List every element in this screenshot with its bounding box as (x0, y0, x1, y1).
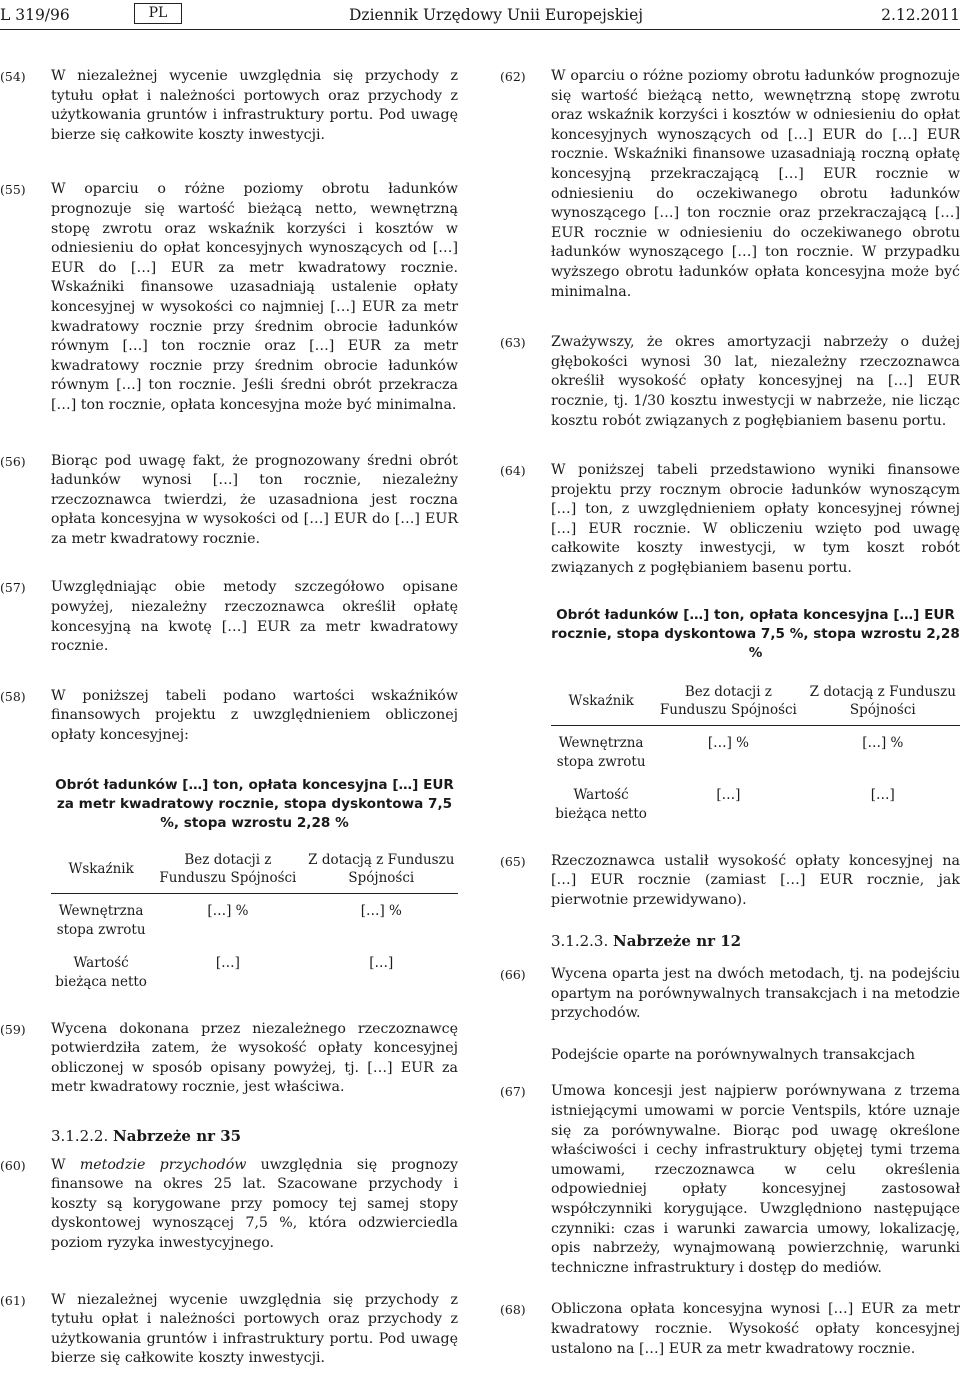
table-cell: […] % (862, 734, 904, 751)
column-header: Z dotacją z Funduszu Spójności (806, 677, 960, 726)
table-cell: Wewnętrzna stopa zwrotu (56, 902, 146, 938)
financial-indicators-table (551, 677, 960, 830)
paragraph-67 (500, 1082, 960, 1278)
paragraph-68 (500, 1300, 960, 1359)
paragraph-number: (63) (500, 335, 526, 351)
left-column (0, 64, 458, 1369)
paragraph-text: W niezależnej wycenie uwzględnia się przychody z tytułu opłat i należności portowych oraz przychody z użytkowania gruntów i infrastruktury portu. Pod uwagę bierze się całkowite koszty inwestycji. (51, 68, 458, 143)
paragraph-text: Wycena oparta jest na dwóch metodach, tj. na podejściu opartym na porównywalnych transakcjach i na metodzie przychodów. (551, 966, 960, 1022)
section-heading (551, 932, 960, 952)
table-header-row (551, 677, 960, 726)
table-cell: […] % (707, 734, 749, 751)
paragraph-text: Biorąc pod uwagę fakt, że prognozowany średni obrót ładunków wynosi […] ton rocznie, niezależny rzeczoznawca twierdzi, że uzasadniona jest roczna opłata koncesyjna w wysokości od […] EUR do […] EUR za metr kwadratowy rocznie. (51, 452, 458, 547)
table-cell: […] % (360, 902, 402, 919)
table-cell: […] (716, 786, 741, 803)
paragraph-text: W oparciu o różne poziomy obrotu ładunków prognozuje się wartość bieżącą netto, wewnętrzną stopę zwrotu oraz wskaźnik korzyści i kosztów w odniesieniu do opłat koncesyjnych wynoszących od […] EUR do […] EUR za metr kwadratowy rocznie. Wskaźniki finansowe uzasadniają ustalenie opłaty koncesyjnej w wysokości co najmniej […] EUR za metr kwadratowy rocznie przy średnim obrocie ładunków równym […] ton rocznie oraz […] EUR za metr kwadratowy rocznie przy średnim obrocie ładunków równym […] ton rocznie. Jeśli średni obrót przekracza […] ton rocznie, opłata koncesyjna może być minimalna. (51, 181, 458, 413)
section-number: 3.1.2.2. (51, 1127, 109, 1145)
paragraph-64 (500, 461, 960, 579)
paragraph-number: (58) (0, 688, 26, 704)
paragraph-number: (57) (0, 580, 26, 596)
paragraph-number: (61) (0, 1292, 26, 1308)
table-cell: […] (215, 954, 240, 971)
paragraph-56 (0, 452, 458, 550)
paragraph-text: W niezależnej wycenie uwzględnia się przychody z tytułu opłat i należności portowych oraz przychody z użytkowania gruntów i infrastruktury portu. Pod uwagę bierze się całkowite koszty inwestycji. (51, 1291, 458, 1367)
paragraph-number: (65) (500, 853, 526, 869)
paragraph-number: (55) (0, 182, 26, 198)
paragraph-63 (500, 333, 960, 431)
column-header: Z dotacją z Funduszu Spójności (305, 845, 458, 894)
table-cell: […] (870, 786, 895, 803)
table-cell: Wewnętrzna stopa zwrotu (556, 734, 646, 770)
table-cell: Wartość bieżąca netto (55, 954, 147, 990)
paragraph-66 (500, 965, 960, 1024)
column-header: Bez dotacji z Funduszu Spójności (651, 677, 805, 726)
paragraph-number: (56) (0, 453, 26, 469)
paragraph-number: (64) (500, 463, 526, 479)
paragraph-55 (0, 180, 458, 415)
paragraph-text: Umowa koncesji jest najpierw porównywana z trzema istniejącymi umowami w porcie Ventspils, które uznaje się za porównywalne. Biorąc pod uwagę określone właściwości i cechy infrastruktury objętej tymi trzema umowami, rzeczoznawca w celu określenia odpowiedniej opłaty koncesyjnej zastosował współczynniki korygujące. Uwzględniono następujące czynniki: czas i warunki zawarcia umowy, lokalizację, opis nabrzeży, wynajmowaną powierzchnię, warunki techniczne infrastruktury i dostęp do mediów. (551, 1083, 960, 1276)
paragraph-text: Obliczona opłata koncesyjna wynosi […] EUR za metr kwadratowy rocznie. Wysokość opłaty koncesyjnej ustalono na […] EUR za metr kwadratowy rocznie. (551, 1301, 960, 1357)
header-rule (0, 29, 960, 30)
paragraph-number: (67) (500, 1084, 526, 1100)
paragraph-number: (68) (500, 1302, 526, 1318)
column-header: Wskaźnik (51, 845, 151, 894)
paragraph-59 (0, 1020, 458, 1098)
paragraph-number: (62) (500, 69, 526, 84)
section-heading (51, 1127, 458, 1147)
paragraph-number: (66) (500, 967, 526, 983)
column-header: Bez dotacji z Funduszu Spójności (151, 845, 304, 894)
publication-date: 2.12.2011 (881, 6, 960, 24)
paragraph-number: (60) (0, 1157, 26, 1173)
table-caption: Obrót ładunków […] ton, opłata koncesyjna […] EUR za metr kwadratowy rocznie, stopa dyskontowa 7,5 %, stopa wzrostu 2,28 % (55, 776, 454, 831)
language-badge: PL (134, 3, 182, 24)
paragraph-61 (0, 1291, 458, 1369)
paragraph-number: (59) (0, 1021, 26, 1037)
page-number: L 319/96 (0, 6, 70, 24)
subheading: Podejście oparte na porównywalnych transakcjach (551, 1046, 916, 1063)
paragraph-text: W metodzie przychodów uwzględnia się prognozy finansowe na okres 25 lat. Szacowane przychody i koszty są korygowane przy pomocy tej samej stopy dyskontowej wynoszącej 7,5 %, która odzwierciedla poziom ryzyka inwestycyjnego. (51, 1156, 458, 1251)
paragraph-text: W poniższej tabeli podano wartości wskaźników finansowych projektu z uwzględnieniem obliczonej opłaty koncesyjnej: (51, 687, 458, 744)
column-header: Wskaźnik (551, 677, 651, 726)
paragraph-54 (0, 67, 458, 145)
table-cell: Wartość bieżąca netto (555, 786, 647, 822)
paragraph-text: W poniższej tabeli przedstawiono wyniki finansowe projektu przy rocznym obrocie ładunków wynoszącym […] ton, z uwzględnieniem opłaty koncesyjnej równej […] EUR rocznie. W obliczeniu wzięto pod uwagę całkowite koszty inwestycji, w tym koszt robót związanych z pogłębianiem basenu portu. (551, 462, 960, 577)
table-row (51, 893, 458, 946)
table-row (551, 725, 960, 778)
paragraph-58 (0, 687, 458, 746)
paragraph-text: W oparciu o różne poziomy obrotu ładunków prognozuje się wartość bieżącą netto, wewnętrzną stopę zwrotu oraz wskaźnik korzyści i kosztów w odniesieniu do opłat koncesyjnych wynoszących od […] EUR do […] EUR rocznie. Wskaźniki finansowe uzasadniają roczną opłatę koncesyjną przekraczającą […] EUR rocznie w odniesieniu do oczekiwanego obrotu ładunków wynoszącego […] ton rocznie oraz przekraczającą […] EUR rocznie w odniesieniu do oczekiwanego obrotu ładunków wynoszącego […] ton rocznie. W przypadku wyższego obrotu ładunków opłata koncesyjna może być minimalna. (551, 68, 960, 300)
table-cell: […] (369, 954, 394, 971)
section-number: 3.1.2.3. (551, 932, 609, 951)
right-column (500, 64, 960, 1359)
paragraph-text: Rzeczoznawca ustalił wysokość opłaty koncesyjnej na […] EUR rocznie (zamiast […] EUR rocznie, jak pierwotnie przewidywano). (551, 852, 960, 908)
section-title: Nabrzeże nr 35 (113, 1127, 242, 1145)
paragraph-text: Zważywszy, że okres amortyzacji nabrzeży o dużej głębokości wynosi 30 lat, niezależny rzeczoznawca określił wysokość opłaty koncesyjnej na […] EUR rocznie, tj. 1/30 kosztu inwestycji w nabrzeże, nie licząc kosztu robót związanych z pogłębianiem basenu portu. (551, 334, 960, 429)
paragraph-65 (500, 852, 960, 911)
paragraph-number: (54) (0, 69, 26, 84)
table-row (551, 778, 960, 830)
paragraph-text: Wycena dokonana przez niezależnego rzeczoznawcę potwierdziła zatem, że wysokość opłaty koncesyjnej obliczonej w sposób opisany powyżej, tj. […] EUR za metr kwadratowy rocznie, jest właściwa. (51, 1020, 458, 1096)
financial-indicators-table (51, 845, 458, 998)
italic-term: metodzie przychodów (79, 1156, 247, 1173)
table-caption: Obrót ładunków […] ton, opłata koncesyjna […] EUR rocznie, stopa dyskontowa 7,5 %, stopa wzrostu 2,28 % (551, 606, 960, 661)
table-header-row (51, 845, 458, 894)
paragraph-62 (500, 67, 960, 302)
paragraph-text: Uwzględniając obie metody szczegółowo opisane powyżej, niezależny rzeczoznawca określił opłatę koncesyjną na kwotę […] EUR za metr kwadratowy rocznie. (51, 579, 458, 655)
table-row (51, 946, 458, 998)
journal-title: Dziennik Urzędowy Unii Europejskiej (349, 6, 644, 24)
section-title: Nabrzeże nr 12 (613, 932, 742, 951)
table-cell: […] % (207, 902, 249, 919)
page-header (0, 3, 960, 29)
paragraph-60 (0, 1156, 458, 1254)
paragraph-57 (0, 578, 458, 656)
